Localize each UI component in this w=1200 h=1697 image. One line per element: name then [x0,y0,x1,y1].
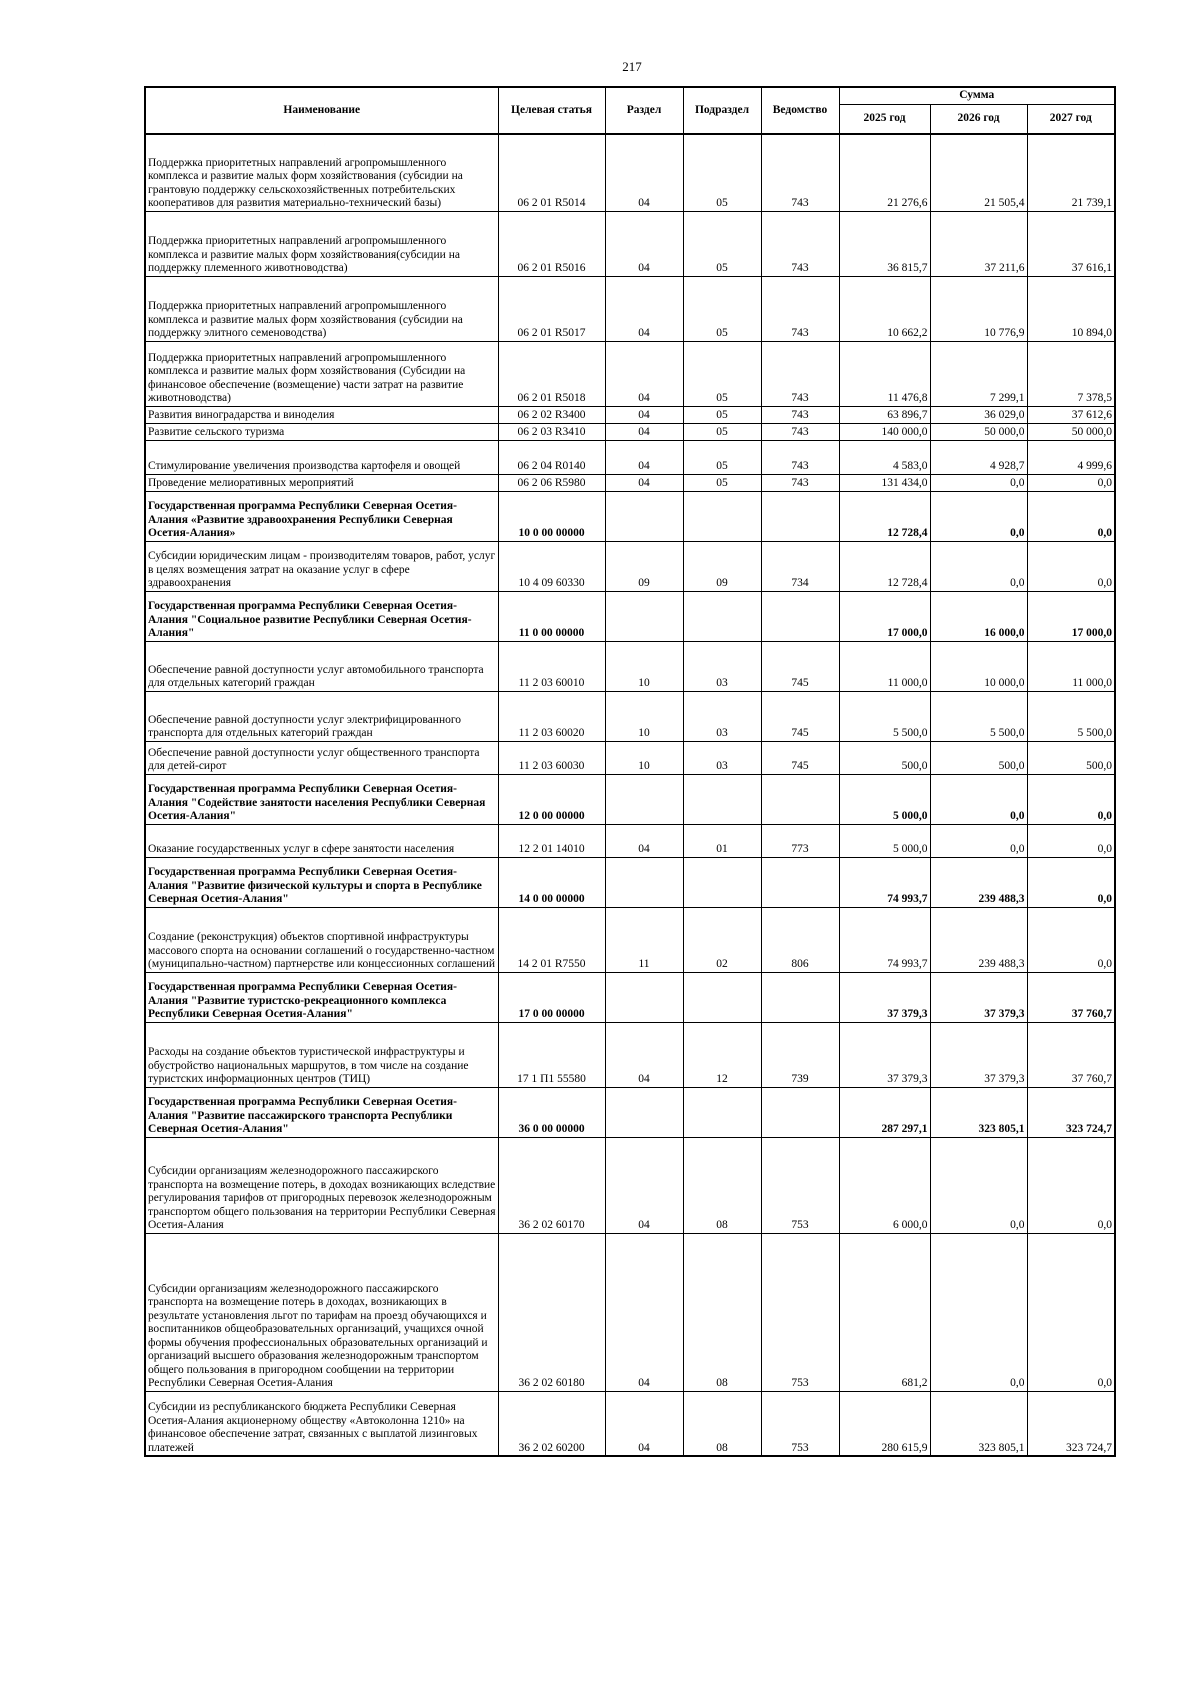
target-cell: 06 2 01 R5018 [498,341,605,406]
amount-2027-cell: 0,0 [1027,857,1115,907]
target-cell: 17 0 00 00000 [498,972,605,1022]
department-cell: 745 [761,691,839,741]
table-row [145,1022,1115,1087]
amount-2026-cell: 37 379,3 [930,1022,1027,1087]
table-row [145,276,1115,341]
header-target: Целевая статья [498,87,605,134]
subsection-cell [683,972,761,1022]
name-cell: Обеспечение равной доступности услуг автомобильного транспорта для отдельных категорий граждан [145,641,498,691]
section-cell: 04 [605,474,683,491]
department-cell [761,972,839,1022]
name-cell: Субсидии организациям железнодорожного пассажирского транспорта на возмещение потерь в доходах, возникающих в результате установления льгот по тарифам на проезд обучающихся и воспитанников общеобразовательных организаций, учащихся очной формы обучения профессиональных образовательных организаций и организаций высшего образования железнодорожным транспортом общего пользования в пригородном сообщении на территории Республики Северная Осетия-Алания [145,1233,498,1391]
target-cell: 06 2 01 R5017 [498,276,605,341]
department-cell [761,491,839,541]
subsection-cell: 03 [683,741,761,774]
amount-2026-cell: 0,0 [930,774,1027,824]
department-cell: 745 [761,641,839,691]
amount-2026-cell: 0,0 [930,1233,1027,1391]
subsection-cell: 05 [683,211,761,276]
name-cell: Поддержка приоритетных направлений агропромышленного комплекса и развитие малых форм хозяйствования (субсидии на грантовую поддержку сельскохозяйственных потребительских кооперативов для развития материально-технический базы) [145,134,498,211]
table-row [145,211,1115,276]
amount-2026-cell: 0,0 [930,824,1027,857]
amount-2026-cell: 7 299,1 [930,341,1027,406]
amount-2027-cell: 0,0 [1027,1137,1115,1233]
subsection-cell: 08 [683,1233,761,1391]
table-row [145,491,1115,541]
department-cell [761,591,839,641]
amount-2027-cell: 50 000,0 [1027,423,1115,440]
target-cell: 12 2 01 14010 [498,824,605,857]
amount-2025-cell: 11 476,8 [839,341,930,406]
amount-2027-cell: 500,0 [1027,741,1115,774]
name-cell: Создание (реконструкция) объектов спортивной инфраструктуры массового спорта на основании соглашений о государственно-частном (муниципально-частном) партнерстве или концессионных соглашений [145,907,498,972]
section-cell: 04 [605,1391,683,1456]
name-cell: Поддержка приоритетных направлений агропромышленного комплекса и развитие малых форм хозяйствования(субсидии на поддержку племенного животноводства) [145,211,498,276]
subsection-cell: 05 [683,406,761,423]
subsection-cell: 03 [683,641,761,691]
amount-2025-cell: 36 815,7 [839,211,930,276]
amount-2025-cell: 131 434,0 [839,474,930,491]
target-cell: 14 2 01 R7550 [498,907,605,972]
table-row [145,1087,1115,1137]
table-row [145,134,1115,211]
department-cell: 773 [761,824,839,857]
department-cell: 743 [761,134,839,211]
department-cell: 743 [761,341,839,406]
subsection-cell [683,774,761,824]
table-row [145,857,1115,907]
table-row [145,907,1115,972]
section-cell: 10 [605,741,683,774]
amount-2026-cell: 323 805,1 [930,1391,1027,1456]
amount-2027-cell: 0,0 [1027,474,1115,491]
amount-2027-cell: 17 000,0 [1027,591,1115,641]
header-name: Наименование [145,87,498,134]
section-cell: 04 [605,1137,683,1233]
table-row [145,741,1115,774]
amount-2027-cell: 37 612,6 [1027,406,1115,423]
target-cell: 12 0 00 00000 [498,774,605,824]
amount-2026-cell: 0,0 [930,491,1027,541]
section-cell [605,591,683,641]
target-cell: 06 2 01 R5014 [498,134,605,211]
name-cell: Развития виноградарства и виноделия [145,406,498,423]
target-cell: 36 2 02 60200 [498,1391,605,1456]
section-cell [605,857,683,907]
target-cell: 06 2 04 R0140 [498,440,605,474]
department-cell: 743 [761,211,839,276]
name-cell: Обеспечение равной доступности услуг электрифицированного транспорта для отдельных категорий граждан [145,691,498,741]
table-row [145,774,1115,824]
amount-2025-cell: 21 276,6 [839,134,930,211]
amount-2026-cell: 239 488,3 [930,857,1027,907]
subsection-cell: 08 [683,1391,761,1456]
section-cell [605,972,683,1022]
subsection-cell: 05 [683,341,761,406]
department-cell: 753 [761,1391,839,1456]
amount-2027-cell: 21 739,1 [1027,134,1115,211]
subsection-cell: 05 [683,423,761,440]
amount-2026-cell: 10 776,9 [930,276,1027,341]
section-cell: 04 [605,423,683,440]
amount-2026-cell: 50 000,0 [930,423,1027,440]
table-body [145,134,1115,1456]
target-cell: 11 0 00 00000 [498,591,605,641]
department-cell: 753 [761,1137,839,1233]
table-row [145,824,1115,857]
amount-2025-cell: 11 000,0 [839,641,930,691]
target-cell: 10 4 09 60330 [498,541,605,591]
amount-2026-cell: 37 211,6 [930,211,1027,276]
amount-2027-cell: 0,0 [1027,907,1115,972]
section-cell [605,1087,683,1137]
subsection-cell: 05 [683,134,761,211]
name-cell: Государственная программа Республики Северная Осетия-Алания "Социальное развитие Республики Северная Осетия-Алания" [145,591,498,641]
department-cell [761,857,839,907]
table-row [145,474,1115,491]
subsection-cell: 09 [683,541,761,591]
amount-2027-cell: 10 894,0 [1027,276,1115,341]
name-cell: Проведение мелиоративных мероприятий [145,474,498,491]
department-cell: 743 [761,406,839,423]
department-cell: 734 [761,541,839,591]
subsection-cell: 08 [683,1137,761,1233]
header-department: Ведомство [761,87,839,134]
amount-2027-cell: 0,0 [1027,1233,1115,1391]
target-cell: 06 2 06 R5980 [498,474,605,491]
department-cell: 806 [761,907,839,972]
header-year-2026: 2026 год [930,105,1027,135]
header-year-2025: 2025 год [839,105,930,135]
amount-2026-cell: 10 000,0 [930,641,1027,691]
target-cell: 10 0 00 00000 [498,491,605,541]
target-cell: 06 2 02 R3400 [498,406,605,423]
name-cell: Субсидии из республиканского бюджета Республики Северная Осетия-Алания акционерному обществу «Автоколонна 1210» на финансовое обеспечение затрат, связанных с выплатой лизинговых платежей [145,1391,498,1456]
section-cell: 04 [605,341,683,406]
amount-2027-cell: 11 000,0 [1027,641,1115,691]
amount-2025-cell: 140 000,0 [839,423,930,440]
table-row [145,406,1115,423]
header-section: Раздел [605,87,683,134]
section-cell: 10 [605,691,683,741]
table-row [145,972,1115,1022]
target-cell: 17 1 П1 55580 [498,1022,605,1087]
table-row [145,423,1115,440]
amount-2026-cell: 0,0 [930,474,1027,491]
amount-2026-cell: 239 488,3 [930,907,1027,972]
department-cell: 743 [761,440,839,474]
table-row [145,1391,1115,1456]
amount-2025-cell: 17 000,0 [839,591,930,641]
name-cell: Обеспечение равной доступности услуг общественного транспорта для детей-сирот [145,741,498,774]
amount-2025-cell: 4 583,0 [839,440,930,474]
name-cell: Поддержка приоритетных направлений агропромышленного комплекса и развитие малых форм хозяйствования (субсидии на поддержку элитного семеноводства) [145,276,498,341]
department-cell: 743 [761,276,839,341]
subsection-cell [683,1087,761,1137]
header-subsection: Подраздел [683,87,761,134]
section-cell: 04 [605,211,683,276]
name-cell: Государственная программа Республики Северная Осетия-Алания "Развитие пассажирского транспорта Республики Северная Осетия-Алания" [145,1087,498,1137]
section-cell [605,491,683,541]
amount-2025-cell: 74 993,7 [839,907,930,972]
target-cell: 11 2 03 60020 [498,691,605,741]
target-cell: 36 2 02 60180 [498,1233,605,1391]
amount-2025-cell: 10 662,2 [839,276,930,341]
target-cell: 14 0 00 00000 [498,857,605,907]
department-cell [761,1087,839,1137]
amount-2025-cell: 5 000,0 [839,824,930,857]
amount-2025-cell: 37 379,3 [839,1022,930,1087]
target-cell: 11 2 03 60010 [498,641,605,691]
subsection-cell: 02 [683,907,761,972]
amount-2025-cell: 12 728,4 [839,491,930,541]
section-cell: 04 [605,1233,683,1391]
section-cell: 04 [605,440,683,474]
name-cell: Стимулирование увеличения производства картофеля и овощей [145,440,498,474]
header-sum: Сумма [839,87,1115,105]
amount-2027-cell: 0,0 [1027,541,1115,591]
header-year-2027: 2027 год [1027,105,1115,135]
page-number: 217 [622,59,642,74]
subsection-cell [683,591,761,641]
table-row [145,641,1115,691]
name-cell: Развитие сельского туризма [145,423,498,440]
amount-2027-cell: 37 760,7 [1027,972,1115,1022]
amount-2027-cell: 7 378,5 [1027,341,1115,406]
subsection-cell: 05 [683,474,761,491]
subsection-cell: 05 [683,440,761,474]
amount-2025-cell: 681,2 [839,1233,930,1391]
target-cell: 06 2 03 R3410 [498,423,605,440]
section-cell: 04 [605,276,683,341]
section-cell: 04 [605,1022,683,1087]
section-cell [605,774,683,824]
amount-2025-cell: 63 896,7 [839,406,930,423]
amount-2026-cell: 36 029,0 [930,406,1027,423]
amount-2027-cell: 37 616,1 [1027,211,1115,276]
amount-2027-cell: 0,0 [1027,774,1115,824]
section-cell: 10 [605,641,683,691]
name-cell: Государственная программа Республики Северная Осетия-Алания "Содействие занятости населения Республики Северная Осетия-Алания" [145,774,498,824]
amount-2027-cell: 4 999,6 [1027,440,1115,474]
amount-2027-cell: 0,0 [1027,824,1115,857]
name-cell: Государственная программа Республики Северная Осетия-Алания "Развитие туристско-рекреационного комплекса Республики Северная Осетия-Алания" [145,972,498,1022]
amount-2027-cell: 323 724,7 [1027,1087,1115,1137]
table-row [145,1137,1115,1233]
table-row [145,691,1115,741]
amount-2026-cell: 0,0 [930,1137,1027,1233]
amount-2026-cell: 0,0 [930,541,1027,591]
amount-2025-cell: 287 297,1 [839,1087,930,1137]
table-row [145,541,1115,591]
amount-2025-cell: 37 379,3 [839,972,930,1022]
subsection-cell: 05 [683,276,761,341]
amount-2025-cell: 280 615,9 [839,1391,930,1456]
subsection-cell: 01 [683,824,761,857]
department-cell: 745 [761,741,839,774]
name-cell: Оказание государственных услуг в сфере занятости населения [145,824,498,857]
amount-2025-cell: 74 993,7 [839,857,930,907]
target-cell: 36 2 02 60170 [498,1137,605,1233]
subsection-cell [683,491,761,541]
amount-2026-cell: 16 000,0 [930,591,1027,641]
department-cell: 753 [761,1233,839,1391]
section-cell: 09 [605,541,683,591]
table-row [145,591,1115,641]
amount-2026-cell: 5 500,0 [930,691,1027,741]
department-cell: 743 [761,474,839,491]
amount-2027-cell: 0,0 [1027,491,1115,541]
amount-2025-cell: 12 728,4 [839,541,930,591]
name-cell: Расходы на создание объектов туристической инфраструктуры и обустройство национальных маршрутов, в том числе на создание туристских информационных центров (ТИЦ) [145,1022,498,1087]
amount-2025-cell: 5 000,0 [839,774,930,824]
amount-2025-cell: 5 500,0 [839,691,930,741]
subsection-cell [683,857,761,907]
name-cell: Субсидии юридическим лицам - производителям товаров, работ, услуг в целях возмещения затрат на оказание услуг в сфере здравоохранения [145,541,498,591]
department-cell [761,774,839,824]
target-cell: 36 0 00 00000 [498,1087,605,1137]
amount-2025-cell: 6 000,0 [839,1137,930,1233]
amount-2026-cell: 21 505,4 [930,134,1027,211]
target-cell: 06 2 01 R5016 [498,211,605,276]
amount-2027-cell: 323 724,7 [1027,1391,1115,1456]
section-cell: 04 [605,134,683,211]
name-cell: Государственная программа Республики Северная Осетия-Алания "Развитие физической культуры и спорта в Республике Северная Осетия-Алания" [145,857,498,907]
budget-table [144,86,1116,1457]
department-cell: 739 [761,1022,839,1087]
amount-2025-cell: 500,0 [839,741,930,774]
table-row [145,341,1115,406]
name-cell: Поддержка приоритетных направлений агропромышленного комплекса и развитие малых форм хозяйствования (Субсидии на финансовое обеспечение (возмещение) части затрат на развитие животноводства) [145,341,498,406]
section-cell: 11 [605,907,683,972]
subsection-cell: 12 [683,1022,761,1087]
department-cell: 743 [761,423,839,440]
section-cell: 04 [605,824,683,857]
table-row [145,1233,1115,1391]
name-cell: Субсидии организациям железнодорожного пассажирского транспорта на возмещение потерь, в доходах возникающих вследствие регулирования тарифов от пригородных перевозок железнодорожным транспортом общего пользования на территории Республики Северная Осетия-Алания [145,1137,498,1233]
section-cell: 04 [605,406,683,423]
amount-2026-cell: 500,0 [930,741,1027,774]
amount-2026-cell: 4 928,7 [930,440,1027,474]
target-cell: 11 2 03 60030 [498,741,605,774]
amount-2026-cell: 323 805,1 [930,1087,1027,1137]
amount-2027-cell: 37 760,7 [1027,1022,1115,1087]
subsection-cell: 03 [683,691,761,741]
table-row [145,440,1115,474]
amount-2027-cell: 5 500,0 [1027,691,1115,741]
name-cell: Государственная программа Республики Северная Осетия-Алания «Развитие здравоохранения Республики Северная Осетия-Алания» [145,491,498,541]
amount-2026-cell: 37 379,3 [930,972,1027,1022]
